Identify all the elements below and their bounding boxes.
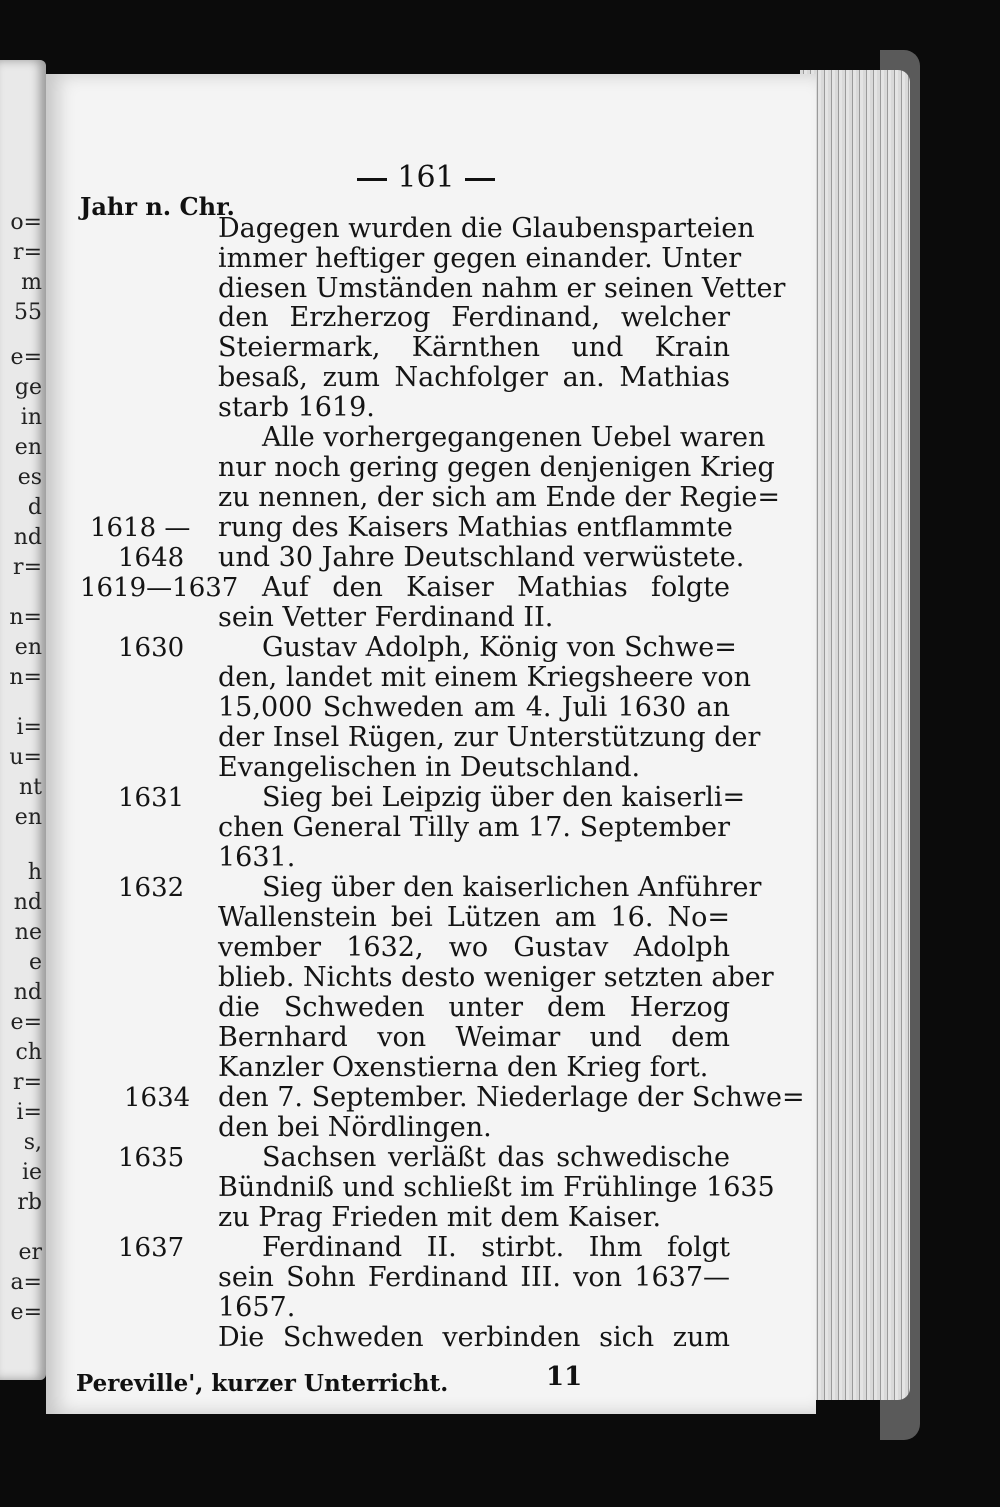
margin-date: 1618 — bbox=[90, 513, 191, 543]
book-page bbox=[46, 74, 816, 1414]
text-line: Evangelischen in Deutschland. bbox=[218, 752, 641, 783]
text-line: 1657. bbox=[218, 1292, 296, 1323]
text-line: Auf den Kaiser Mathias folgte bbox=[262, 572, 730, 603]
text-line: blieb. Nichts desto weniger setzten aber bbox=[218, 962, 774, 993]
text-line: starb 1619. bbox=[218, 392, 375, 423]
text-line: Kanzler Oxenstierna den Krieg fort. bbox=[218, 1052, 709, 1083]
page-header bbox=[316, 160, 536, 195]
left-page-fragment: 55 bbox=[14, 300, 42, 325]
text-line: diesen Umständen nahm er seinen Vetter bbox=[218, 273, 786, 304]
text-line: 1631. bbox=[218, 842, 296, 873]
left-page-fragment: ne bbox=[14, 920, 42, 945]
left-page-fragment: en bbox=[14, 805, 42, 830]
left-page-fragment: e= bbox=[10, 1010, 42, 1035]
text-line: Wallenstein bei Lützen am 16. No= bbox=[218, 902, 730, 933]
text-line: immer heftiger gegen einander. Unter bbox=[218, 243, 742, 274]
margin-date: 1637 bbox=[118, 1233, 185, 1263]
text-line: Sieg über den kaiserlichen Anführer bbox=[262, 872, 762, 903]
left-page-fragment: n= bbox=[9, 605, 42, 630]
left-page-fragment: o= bbox=[10, 210, 42, 235]
text-line: nur noch gering gegen denjenigen Krieg bbox=[218, 452, 775, 483]
left-page-fragment: d bbox=[27, 495, 42, 520]
margin-date: 1632 bbox=[118, 873, 185, 903]
left-page-fragment: e= bbox=[10, 345, 42, 370]
left-page-fragment: nd bbox=[13, 890, 42, 915]
text-line: Ferdinand II. stirbt. Ihm folgt bbox=[262, 1232, 730, 1263]
left-page-fragment: i= bbox=[16, 1100, 42, 1125]
left-page-fragment: h bbox=[27, 860, 42, 885]
left-page-fragment: a= bbox=[10, 1270, 42, 1295]
left-page-fragment: r= bbox=[13, 1070, 42, 1095]
left-page-fragment: ch bbox=[15, 1040, 42, 1065]
left-page-fragment: es bbox=[17, 465, 42, 490]
text-line: Bernhard von Weimar und dem bbox=[218, 1022, 730, 1053]
left-page-fragment: m bbox=[21, 270, 42, 295]
text-line: 15,000 Schweden am 4. Juli 1630 an bbox=[218, 692, 730, 723]
text-line: zu Prag Frieden mit dem Kaiser. bbox=[218, 1202, 662, 1233]
margin-date: 1619—1637 bbox=[80, 573, 239, 603]
text-line: Die Schweden verbinden sich zum bbox=[218, 1322, 730, 1353]
text-line: den Erzherzog Ferdinand, welcher bbox=[218, 302, 730, 333]
left-page-sliver bbox=[0, 60, 46, 1380]
left-page-fragment: ie bbox=[21, 1160, 42, 1185]
text-line: chen General Tilly am 17. September bbox=[218, 812, 730, 843]
header-rule-right bbox=[465, 178, 495, 181]
text-line: und 30 Jahre Deutschland verwüstete. bbox=[218, 542, 745, 573]
left-page-fragment: s, bbox=[23, 1130, 42, 1155]
text-line: den 7. September. Niederlage der Schwe= bbox=[218, 1082, 805, 1113]
text-line: sein Sohn Ferdinand III. von 1637— bbox=[218, 1262, 730, 1293]
left-page-fragment: e= bbox=[10, 1300, 42, 1325]
margin-date: 1630 bbox=[118, 633, 185, 663]
left-page-fragment: nd bbox=[13, 980, 42, 1005]
text-line: Dagegen wurden die Glaubensparteien bbox=[218, 213, 755, 244]
text-line: Gustav Adolph, König von Schwe= bbox=[262, 632, 737, 663]
text-line: der Insel Rügen, zur Unterstützung der bbox=[218, 722, 761, 753]
text-line: zu nennen, der sich am Ende der Regie= bbox=[218, 482, 781, 513]
text-line: rung des Kaisers Mathias entflammte bbox=[218, 512, 733, 543]
left-page-fragment: en bbox=[14, 635, 42, 660]
text-line: Steiermark, Kärnthen und Krain bbox=[218, 332, 730, 363]
left-page-fragment: n= bbox=[9, 665, 42, 690]
left-page-fragment: nt bbox=[18, 775, 42, 800]
left-page-fragment: in bbox=[20, 405, 42, 430]
left-page-fragment: e bbox=[28, 950, 42, 975]
left-page-fragment: u= bbox=[9, 745, 42, 770]
margin-date: 1634 bbox=[124, 1083, 191, 1113]
left-page-fragment: r= bbox=[13, 240, 42, 265]
text-line: den bei Nördlingen. bbox=[218, 1112, 492, 1143]
year-column-header: Jahr n. Chr. bbox=[80, 192, 235, 221]
left-page-fragment: ge bbox=[14, 375, 42, 400]
page-edges bbox=[800, 70, 910, 1400]
left-page-fragment: er bbox=[18, 1240, 42, 1265]
header-rule-left bbox=[357, 178, 387, 181]
left-page-fragment: nd bbox=[13, 525, 42, 550]
text-line: den, landet mit einem Kriegsheere von bbox=[218, 662, 752, 693]
left-page-fragment: r= bbox=[13, 555, 42, 580]
margin-date: 1635 bbox=[118, 1143, 185, 1173]
text-line: Alle vorhergegangenen Uebel waren bbox=[262, 422, 766, 453]
left-page-fragment: en bbox=[14, 435, 42, 460]
text-line: vember 1632, wo Gustav Adolph bbox=[218, 932, 730, 963]
page-number: 161 bbox=[397, 160, 455, 195]
signature-title: Pereville', kurzer Unterricht. bbox=[76, 1370, 449, 1397]
signature-mark: 11 bbox=[546, 1362, 583, 1392]
margin-date: 1631 bbox=[118, 783, 185, 813]
text-line: besaß, zum Nachfolger an. Mathias bbox=[218, 362, 730, 393]
text-line: Sachsen verläßt das schwedische bbox=[262, 1142, 730, 1173]
text-line: die Schweden unter dem Herzog bbox=[218, 992, 730, 1023]
margin-date: 1648 bbox=[118, 543, 185, 573]
text-line: Sieg bei Leipzig über den kaiserli= bbox=[262, 782, 746, 813]
left-page-fragment: rb bbox=[17, 1190, 42, 1215]
left-page-fragment: i= bbox=[16, 715, 42, 740]
text-line: Bündniß und schließt im Frühlinge 1635 bbox=[218, 1172, 775, 1203]
text-line: sein Vetter Ferdinand II. bbox=[218, 602, 554, 633]
